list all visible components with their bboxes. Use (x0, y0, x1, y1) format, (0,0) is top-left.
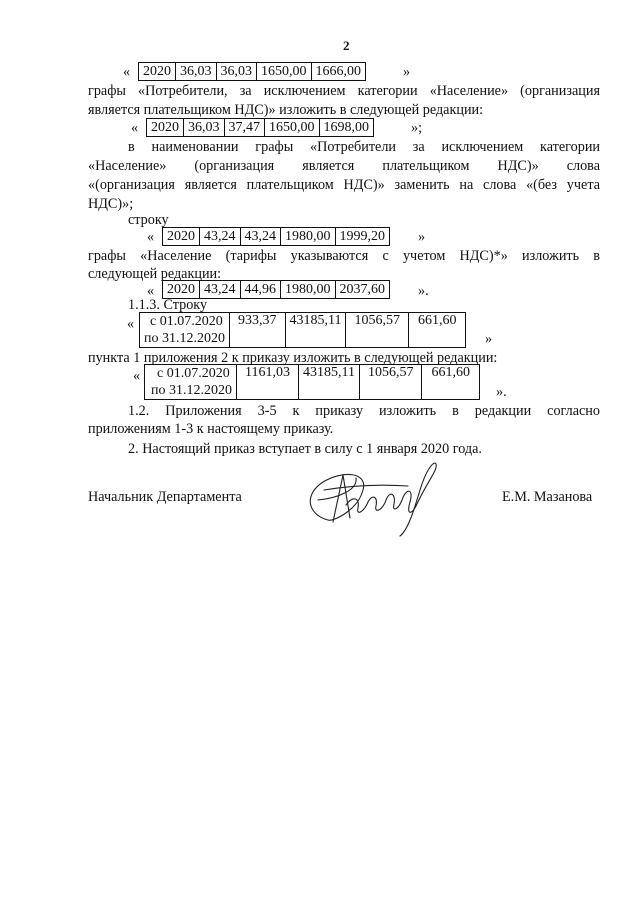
quote-close: » (485, 331, 493, 347)
period-end: по 31.12.2020 (151, 383, 232, 398)
table-cell: 2020 (147, 119, 184, 137)
table-cell: 1666,00 (311, 63, 366, 81)
quote-open: « (147, 283, 155, 299)
table-cell: 36,03 (216, 63, 257, 81)
table-cell: 1698,00 (319, 119, 374, 137)
table-cell: 43185,11 (298, 365, 359, 400)
period-end: по 31.12.2020 (144, 331, 225, 346)
paragraph-line: «(организация является плательщиком НДС)» заменить на слова «(без учета (88, 177, 600, 193)
paragraph-line: «Население» (организация является плательщиком НДС)» слова (88, 158, 600, 174)
signer-title: Начальник Департамента (88, 489, 242, 505)
period-start: с 01.07.2020 (157, 366, 230, 381)
table-cell: 2020 (139, 63, 176, 81)
paragraph-line: следующей редакции: (88, 266, 222, 282)
paragraph-line: является плательщиком НДС)» изложить в следующей редакции: (88, 102, 484, 118)
table-cell: 43185,11 (285, 313, 346, 348)
period-table-1 (139, 312, 466, 348)
quote-open: « (131, 120, 139, 136)
quote-open: « (147, 229, 155, 245)
table-cell: 1056,57 (346, 313, 409, 348)
table-cell: 661,60 (408, 313, 466, 348)
period-cell (140, 313, 230, 348)
period-start: с 01.07.2020 (150, 314, 223, 329)
table-cell: 36,03 (184, 119, 225, 137)
signature-icon (288, 460, 458, 540)
quote-open: « (123, 64, 131, 80)
quote-close: » (403, 64, 411, 80)
quote-open: « (133, 368, 141, 384)
period-table-2 (144, 364, 480, 400)
table-cell: 1650,00 (265, 119, 320, 137)
page-number: 2 (343, 38, 350, 53)
quote-close: ». (418, 283, 429, 299)
paragraph-line: пункта 1 приложения 2 к приказу изложить в следующей редакции: (88, 350, 498, 366)
item-1-2-line: 1.2. Приложения 3-5 к приказу изложить в редакции согласно (128, 403, 600, 419)
signer-name: Е.М. Мазанова (502, 489, 593, 505)
paragraph-line: в наименовании графы «Потребители за исключением категории (128, 139, 600, 155)
item-2: 2. Настоящий приказ вступает в силу с 1 января 2020 года. (128, 441, 482, 457)
quote-open: « (127, 316, 135, 332)
table-cell: 43,24 (200, 281, 241, 299)
text-stroku: строку (128, 212, 169, 228)
tariff-table-3 (162, 227, 390, 246)
item-1-1-3: 1.1.3. Строку (128, 297, 208, 313)
table-cell: 1999,20 (335, 228, 390, 246)
tariff-table-2 (146, 118, 374, 137)
tariff-table-1 (138, 62, 366, 81)
paragraph-line: НДС)»; (88, 196, 134, 212)
table-cell: 1980,00 (281, 281, 336, 299)
table-cell: 43,24 (200, 228, 241, 246)
table-cell: 2020 (163, 228, 200, 246)
table-cell: 661,60 (422, 365, 480, 400)
table-cell: 1650,00 (257, 63, 312, 81)
table-cell: 1980,00 (281, 228, 336, 246)
quote-close: » (418, 229, 426, 245)
paragraph-line: графы «Население (тарифы указываются с учетом НДС)*» изложить в (88, 248, 600, 264)
period-cell (145, 365, 237, 400)
paragraph-line: графы «Потребители, за исключением категории «Население» (организация (88, 83, 600, 99)
quote-close: ». (496, 384, 507, 400)
table-cell: 1161,03 (237, 365, 299, 400)
item-1-2-line: приложениям 1-3 к настоящему приказу. (88, 421, 334, 437)
table-cell: 36,03 (176, 63, 217, 81)
table-cell: 37,47 (224, 119, 265, 137)
quote-close: »; (411, 120, 423, 136)
table-cell: 43,24 (240, 228, 281, 246)
table-cell: 2020 (163, 281, 200, 299)
table-cell: 2037,60 (335, 281, 390, 299)
table-cell: 933,37 (230, 313, 286, 348)
table-cell: 1056,57 (359, 365, 422, 400)
table-cell: 44,96 (240, 281, 281, 299)
